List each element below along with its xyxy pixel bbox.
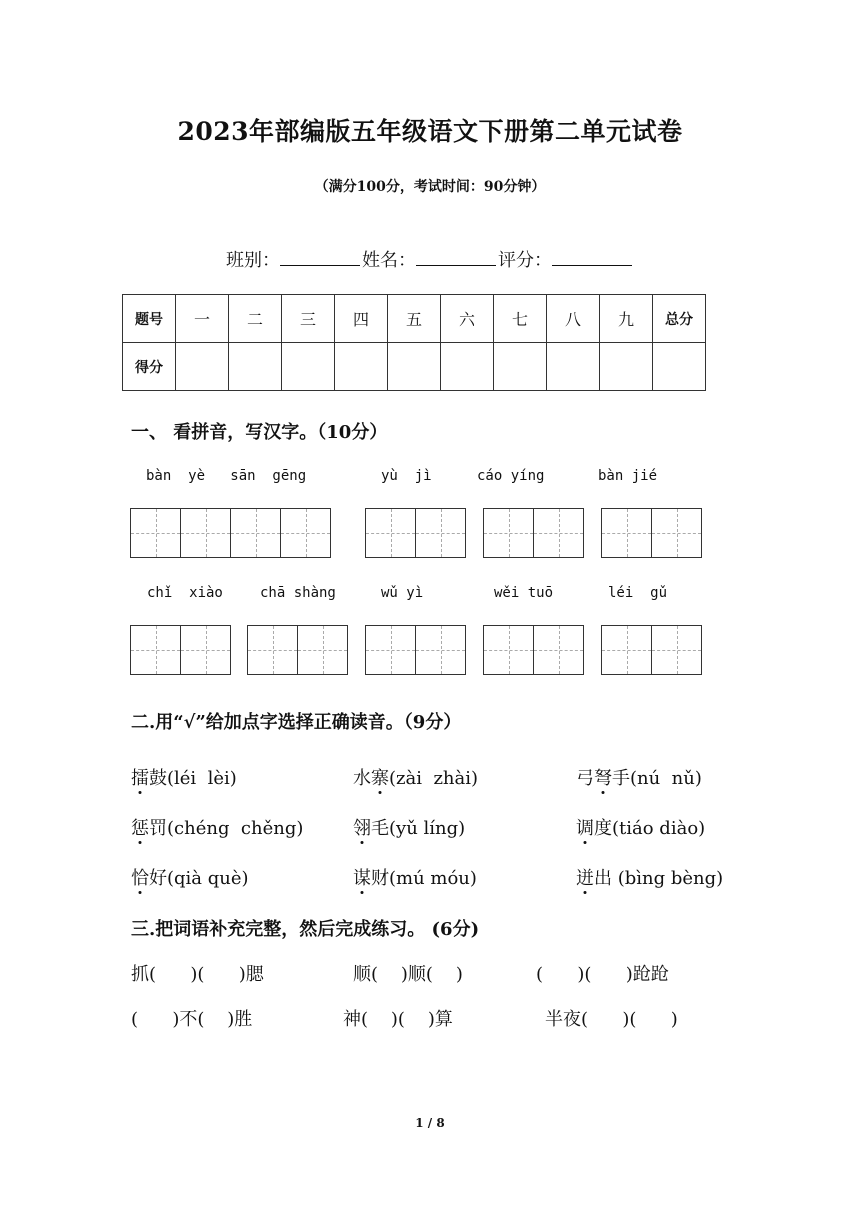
grid-cell[interactable] <box>651 625 702 675</box>
dotted-char: 翎 <box>353 818 371 839</box>
reading-item <box>353 764 478 790</box>
col-header: 八 <box>547 295 600 343</box>
section2-heading: 二.用“√”给加点字选择正确读音。（9分） <box>131 712 462 733</box>
idiom-blank[interactable]: 神( )( )算 <box>343 1009 453 1030</box>
pinyin-label: léi gǔ <box>608 585 668 601</box>
dotted-char: 恰 <box>131 868 149 889</box>
dotted-char: 调 <box>576 818 594 839</box>
row-label-score: 得分 <box>123 343 176 391</box>
page-subtitle: （满分100分，考试时间：90分钟） <box>314 179 546 195</box>
grid-cell[interactable] <box>483 625 534 675</box>
score-cell[interactable] <box>547 343 600 391</box>
grid-cell[interactable] <box>651 508 702 558</box>
score-cell[interactable] <box>388 343 441 391</box>
dotted-char: 迸 <box>576 868 594 889</box>
grid-cell[interactable] <box>533 508 584 558</box>
reading-options[interactable]: 手(nú nǔ) <box>612 768 702 789</box>
page-title: 2023年部编版五年级语文下册第二单元试卷 <box>177 117 683 146</box>
reading-item <box>353 814 465 840</box>
score-cell[interactable] <box>494 343 547 391</box>
reading-item <box>576 864 723 890</box>
reading-options[interactable]: 鼓(léi lèi) <box>149 768 237 789</box>
writing-grid[interactable] <box>483 625 584 675</box>
score-table-header-row <box>123 295 706 343</box>
pinyin-label: chā shàng <box>260 585 336 601</box>
section1-heading: 一、 看拼音，写汉字。（10分） <box>131 422 388 443</box>
class-label: 班别： <box>226 250 280 271</box>
col-header-total: 总分 <box>653 295 706 343</box>
pinyin-label: bàn yè sān gēng <box>146 468 307 484</box>
grid-cell[interactable] <box>483 508 534 558</box>
reading-item <box>131 814 303 840</box>
grid-cell[interactable] <box>130 508 181 558</box>
plain-char: 水 <box>353 768 371 789</box>
pinyin-label: wěi tuō <box>494 585 554 601</box>
score-cell[interactable] <box>441 343 494 391</box>
reading-options[interactable]: (zài zhài) <box>389 768 479 789</box>
reading-item <box>131 764 237 790</box>
row-label-question: 题号 <box>123 295 176 343</box>
col-header: 九 <box>600 295 653 343</box>
pinyin-label: yù jì <box>381 468 432 484</box>
writing-grid[interactable] <box>483 508 584 558</box>
grid-cell[interactable] <box>365 508 416 558</box>
score-table <box>122 294 706 391</box>
reading-options[interactable]: 度(tiáo diào) <box>594 818 706 839</box>
grid-cell[interactable] <box>280 508 331 558</box>
score-cell[interactable] <box>176 343 229 391</box>
pinyin-label: bàn jié <box>598 468 658 484</box>
grid-cell[interactable] <box>180 625 231 675</box>
reading-options[interactable]: 出 (bìng bèng) <box>594 868 724 889</box>
idiom-blank[interactable]: 抓( )( )腮 <box>131 964 264 985</box>
grid-cell[interactable] <box>533 625 584 675</box>
reading-options[interactable]: 好(qià què) <box>149 868 249 889</box>
idiom-blank[interactable]: 顺( )顺( ) <box>353 964 463 985</box>
score-cell[interactable] <box>335 343 388 391</box>
col-header: 一 <box>176 295 229 343</box>
col-header: 三 <box>282 295 335 343</box>
writing-grid[interactable] <box>247 625 348 675</box>
pinyin-label: wǔ yì <box>381 585 424 601</box>
name-blank[interactable] <box>416 247 496 266</box>
section3-heading: 三.把词语补充完整，然后完成练习。 (6分) <box>131 919 480 940</box>
reading-item <box>353 864 477 890</box>
idiom-blank[interactable]: 半夜( )( ) <box>545 1009 678 1030</box>
writing-grid[interactable] <box>601 625 702 675</box>
grid-cell[interactable] <box>601 508 652 558</box>
writing-grid[interactable] <box>601 508 702 558</box>
score-cell[interactable] <box>653 343 706 391</box>
writing-grid[interactable] <box>365 625 466 675</box>
grid-cell[interactable] <box>365 625 416 675</box>
pinyin-label: chǐ xiào <box>147 585 223 601</box>
writing-grid[interactable] <box>365 508 466 558</box>
grid-cell[interactable] <box>247 625 298 675</box>
dotted-char: 弩 <box>594 768 612 789</box>
pinyin-label: cáo yíng <box>477 468 545 484</box>
reading-item <box>131 864 249 890</box>
reading-options[interactable]: 毛(yǔ líng) <box>371 818 466 839</box>
idiom-blank[interactable]: ( )不( )胜 <box>131 1009 253 1030</box>
score-label: 评分： <box>498 250 552 271</box>
score-cell[interactable] <box>229 343 282 391</box>
grid-cell[interactable] <box>297 625 348 675</box>
reading-item <box>576 764 702 790</box>
name-label: 姓名： <box>362 250 416 271</box>
grid-cell[interactable] <box>230 508 281 558</box>
col-header: 六 <box>441 295 494 343</box>
dotted-char: 谋 <box>353 868 371 889</box>
grid-cell[interactable] <box>601 625 652 675</box>
col-header: 七 <box>494 295 547 343</box>
score-cell[interactable] <box>282 343 335 391</box>
student-info-line <box>0 246 860 272</box>
page-number: 1 / 8 <box>415 1116 445 1130</box>
col-header: 二 <box>229 295 282 343</box>
score-cell[interactable] <box>600 343 653 391</box>
grid-cell[interactable] <box>130 625 181 675</box>
dotted-char: 寨 <box>371 768 389 789</box>
score-blank[interactable] <box>552 247 632 266</box>
col-header: 四 <box>335 295 388 343</box>
reading-item <box>576 814 705 840</box>
grid-cell[interactable] <box>415 508 466 558</box>
class-blank[interactable] <box>280 247 360 266</box>
dotted-char: 擂 <box>131 768 149 789</box>
idiom-blank[interactable]: ( )( )跄跄 <box>536 964 669 985</box>
reading-options[interactable]: 罚(chéng chěng) <box>149 818 304 839</box>
writing-grid[interactable] <box>130 625 231 675</box>
reading-options[interactable]: 财(mú móu) <box>371 868 477 889</box>
score-table-score-row <box>123 343 706 391</box>
grid-cell[interactable] <box>415 625 466 675</box>
grid-cell[interactable] <box>180 508 231 558</box>
dotted-char: 惩 <box>131 818 149 839</box>
writing-grid[interactable] <box>130 508 331 558</box>
col-header: 五 <box>388 295 441 343</box>
plain-char: 弓 <box>576 768 594 789</box>
